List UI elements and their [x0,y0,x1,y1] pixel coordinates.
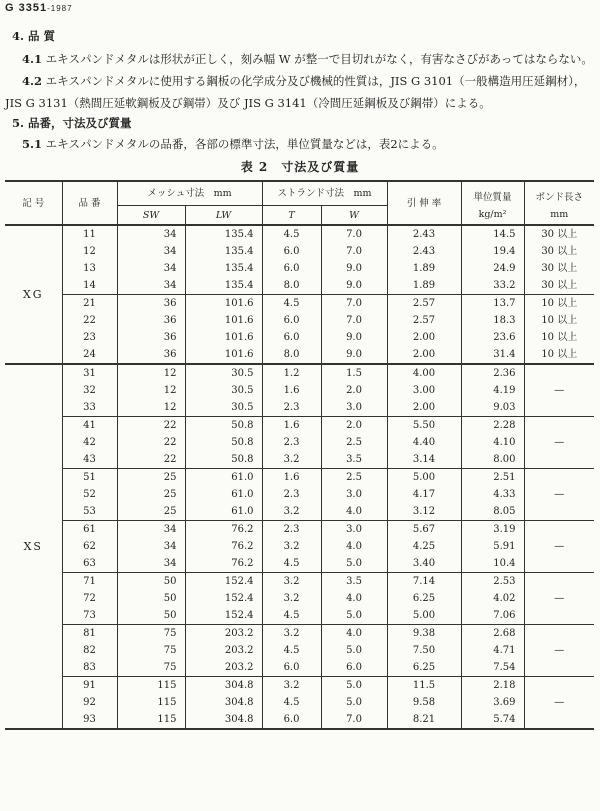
mesh-lw: 61.0 [185,469,262,487]
mesh-sw: 75 [117,659,185,677]
unit-mass: 31.4 [461,346,524,364]
mesh-lw: 152.4 [185,573,262,591]
strand-w: 7.0 [321,225,387,243]
strand-t: 2.3 [262,399,321,417]
clause-4-1-text: エキスパンドメタルは形状が正しく，刻み幅 W が整一で目切れがなく，有害なさびがあってはならない。 [45,52,593,66]
mesh-lw: 135.4 [185,260,262,277]
dimensions-mass-table [5,180,594,730]
mesh-lw: 61.0 [185,503,262,521]
mesh-lw: 61.0 [185,486,262,503]
bond-length-dash: — [524,573,594,625]
strand-w: 2.0 [321,382,387,399]
header-ratio: 引 伸 率 [387,181,461,225]
table-row [5,417,594,435]
table-row [5,625,594,643]
mesh-sw: 12 [117,399,185,417]
table-row [5,503,594,521]
symbol-cell: XG [5,225,62,364]
mesh-lw: 101.6 [185,312,262,329]
elongation-ratio: 4.17 [387,486,461,503]
table-row [5,659,594,677]
mesh-lw: 152.4 [185,607,262,625]
section-4-title: 品 質 [28,29,56,43]
strand-t: 3.2 [262,677,321,695]
item-number: 73 [62,607,117,625]
mesh-sw: 36 [117,312,185,329]
table-row [5,399,594,417]
standard-year: -1987 [47,4,73,13]
elongation-ratio: 3.14 [387,451,461,469]
strand-t: 4.5 [262,607,321,625]
table-row [5,538,594,555]
table-row [5,382,594,399]
header-sw: SW [117,206,185,226]
item-number: 92 [62,694,117,711]
item-number: 51 [62,469,117,487]
elongation-ratio: 3.00 [387,382,461,399]
elongation-ratio: 2.00 [387,346,461,364]
mesh-lw: 135.4 [185,277,262,295]
mesh-sw: 36 [117,346,185,364]
strand-t: 4.5 [262,555,321,573]
table-row [5,607,594,625]
strand-w: 5.0 [321,642,387,659]
page-header [5,2,73,14]
bond-length-dash: — [524,677,594,730]
strand-t: 3.2 [262,590,321,607]
unit-mass: 4.02 [461,590,524,607]
strand-w: 2.5 [321,469,387,487]
header-lw: LW [185,206,262,226]
header-mesh: メッシュ寸法 mm [117,181,262,206]
item-number: 83 [62,659,117,677]
mesh-lw: 304.8 [185,677,262,695]
table-row [5,469,594,487]
item-number: 43 [62,451,117,469]
strand-t: 2.3 [262,486,321,503]
unit-mass: 8.05 [461,503,524,521]
table-row [5,711,594,729]
mesh-sw: 22 [117,417,185,435]
unit-mass: 2.36 [461,364,524,382]
strand-w: 5.0 [321,677,387,695]
mesh-sw: 25 [117,486,185,503]
table-row [5,260,594,277]
strand-t: 2.3 [262,434,321,451]
unit-mass: 7.54 [461,659,524,677]
strand-w: 4.0 [321,590,387,607]
elongation-ratio: 9.58 [387,694,461,711]
strand-w: 4.0 [321,538,387,555]
elongation-ratio: 2.43 [387,243,461,260]
header-number: 品 番 [62,181,117,225]
header-bond: ボンド長さ [524,181,594,206]
table-row [5,312,594,329]
strand-w: 7.0 [321,243,387,260]
strand-t: 6.0 [262,243,321,260]
elongation-ratio: 2.43 [387,225,461,243]
unit-mass: 13.7 [461,295,524,313]
header-mass-unit: kg/m² [461,206,524,226]
mesh-sw: 115 [117,694,185,711]
table-row [5,486,594,503]
table-row [5,225,594,243]
item-number: 14 [62,277,117,295]
table-row [5,451,594,469]
item-number: 52 [62,486,117,503]
mesh-sw: 25 [117,469,185,487]
unit-mass: 9.03 [461,399,524,417]
item-number: 32 [62,382,117,399]
clause-4-2-text-line2: JIS G 3131（熱間圧延軟鋼板及び鋼帯）及び JIS G 3141（冷間圧延鋼板及び鋼帯）による。 [5,96,491,110]
clause-4-2 [22,73,585,89]
mesh-sw: 36 [117,329,185,346]
clause-5-1-text: エキスパンドメタルの品番，各部の標準寸法，単位質量などは，表2による。 [45,137,444,151]
mesh-sw: 34 [117,260,185,277]
mesh-sw: 22 [117,434,185,451]
unit-mass: 14.5 [461,225,524,243]
mesh-sw: 34 [117,538,185,555]
mesh-sw: 12 [117,382,185,399]
mesh-lw: 30.5 [185,364,262,382]
elongation-ratio: 6.25 [387,659,461,677]
unit-mass: 8.00 [461,451,524,469]
mesh-lw: 203.2 [185,642,262,659]
strand-w: 6.0 [321,659,387,677]
mesh-lw: 304.8 [185,694,262,711]
mesh-lw: 101.6 [185,346,262,364]
section-5-heading [12,115,132,131]
unit-mass: 5.91 [461,538,524,555]
strand-t: 8.0 [262,277,321,295]
elongation-ratio: 2.00 [387,399,461,417]
unit-mass: 4.19 [461,382,524,399]
strand-w: 7.0 [321,312,387,329]
elongation-ratio: 2.57 [387,295,461,313]
strand-t: 6.0 [262,312,321,329]
elongation-ratio: 5.00 [387,469,461,487]
item-number: 71 [62,573,117,591]
elongation-ratio: 5.50 [387,417,461,435]
clause-5-1 [22,136,444,152]
item-number: 72 [62,590,117,607]
section-4-heading [12,28,55,44]
item-number: 24 [62,346,117,364]
unit-mass: 10.4 [461,555,524,573]
strand-t: 4.5 [262,295,321,313]
table-row [5,346,594,364]
elongation-ratio: 7.50 [387,642,461,659]
table-row [5,243,594,260]
strand-w: 5.0 [321,555,387,573]
section-4-number: 4. [12,29,25,43]
bond-length: 30 以上 [524,277,594,295]
item-number: 63 [62,555,117,573]
elongation-ratio: 1.89 [387,260,461,277]
strand-t: 4.5 [262,642,321,659]
bond-length-dash: — [524,625,594,677]
mesh-sw: 25 [117,503,185,521]
strand-w: 3.0 [321,486,387,503]
bond-length-dash: — [524,364,594,417]
elongation-ratio: 2.57 [387,312,461,329]
item-number: 13 [62,260,117,277]
bond-length: 30 以上 [524,225,594,243]
clause-4-2-number: 4.2 [22,74,43,88]
elongation-ratio: 8.21 [387,711,461,729]
strand-w: 2.0 [321,417,387,435]
strand-t: 3.2 [262,538,321,555]
header-w: W [321,206,387,226]
header-t: T [262,206,321,226]
strand-t: 3.2 [262,573,321,591]
bond-length: 10 以上 [524,346,594,364]
bond-length: 30 以上 [524,260,594,277]
elongation-ratio: 5.00 [387,607,461,625]
mesh-sw: 12 [117,364,185,382]
table-title: 表 2 寸法及び質量 [240,160,360,174]
header-symbol: 記 号 [22,197,45,209]
mesh-lw: 76.2 [185,555,262,573]
unit-mass: 2.18 [461,677,524,695]
item-number: 31 [62,364,117,382]
strand-w: 2.5 [321,434,387,451]
item-number: 93 [62,711,117,729]
unit-mass: 4.10 [461,434,524,451]
strand-t: 6.0 [262,659,321,677]
bond-length-dash: — [524,469,594,521]
strand-w: 9.0 [321,277,387,295]
strand-t: 4.5 [262,225,321,243]
mesh-lw: 50.8 [185,434,262,451]
mesh-sw: 34 [117,243,185,260]
mesh-sw: 115 [117,711,185,729]
bond-length-dash: — [524,417,594,469]
unit-mass: 2.53 [461,573,524,591]
elongation-ratio: 7.14 [387,573,461,591]
table-row [5,590,594,607]
strand-t: 6.0 [262,711,321,729]
item-number: 11 [62,225,117,243]
mesh-sw: 34 [117,521,185,539]
strand-w: 9.0 [321,346,387,364]
elongation-ratio: 2.00 [387,329,461,346]
header-strand: ストランド寸法 mm [262,181,387,206]
strand-w: 5.0 [321,694,387,711]
table-row [5,364,594,382]
elongation-ratio: 4.25 [387,538,461,555]
bond-length: 10 以上 [524,312,594,329]
mesh-lw: 30.5 [185,382,262,399]
item-number: 22 [62,312,117,329]
strand-w: 3.0 [321,521,387,539]
mesh-lw: 50.8 [185,417,262,435]
item-number: 42 [62,434,117,451]
mesh-sw: 22 [117,451,185,469]
clause-4-1 [22,51,593,67]
standard-code: G 3351 [5,2,48,14]
strand-t: 4.5 [262,694,321,711]
clause-4-2-text-line1: エキスパンドメタルに使用する鋼板の化学成分及び機械的性質は，JIS G 3101（一般構造用圧延鋼材）， [45,74,586,88]
strand-w: 9.0 [321,260,387,277]
mesh-sw: 34 [117,225,185,243]
strand-t: 2.3 [262,521,321,539]
strand-w: 1.5 [321,364,387,382]
strand-t: 6.0 [262,260,321,277]
mesh-lw: 76.2 [185,538,262,555]
item-number: 91 [62,677,117,695]
mesh-sw: 75 [117,642,185,659]
strand-t: 1.6 [262,469,321,487]
mesh-lw: 101.6 [185,329,262,346]
item-number: 61 [62,521,117,539]
table-row [5,521,594,539]
elongation-ratio: 6.25 [387,590,461,607]
mesh-lw: 203.2 [185,659,262,677]
item-number: 82 [62,642,117,659]
mesh-lw: 135.4 [185,225,262,243]
strand-t: 1.2 [262,364,321,382]
unit-mass: 3.19 [461,521,524,539]
mesh-lw: 304.8 [185,711,262,729]
item-number: 12 [62,243,117,260]
table-row [5,555,594,573]
bond-length: 10 以上 [524,295,594,313]
item-number: 21 [62,295,117,313]
elongation-ratio: 1.89 [387,277,461,295]
mesh-lw: 50.8 [185,451,262,469]
mesh-lw: 76.2 [185,521,262,539]
elongation-ratio: 11.5 [387,677,461,695]
bond-length: 10 以上 [524,329,594,346]
strand-t: 6.0 [262,329,321,346]
strand-w: 9.0 [321,329,387,346]
unit-mass: 33.2 [461,277,524,295]
unit-mass: 5.74 [461,711,524,729]
symbol-cell: XS [5,364,62,729]
mesh-sw: 115 [117,677,185,695]
clause-4-1-number: 4.1 [22,52,43,66]
clause-5-1-number: 5.1 [22,137,43,151]
unit-mass: 7.06 [461,607,524,625]
strand-w: 3.5 [321,573,387,591]
mesh-sw: 34 [117,277,185,295]
mesh-lw: 101.6 [185,295,262,313]
unit-mass: 24.9 [461,260,524,277]
strand-t: 3.2 [262,625,321,643]
mesh-lw: 135.4 [185,243,262,260]
table-row [5,277,594,295]
header-mass: 単位質量 [461,181,524,206]
mesh-sw: 34 [117,555,185,573]
strand-w: 3.5 [321,451,387,469]
unit-mass: 4.33 [461,486,524,503]
table-row [5,677,594,695]
mesh-sw: 50 [117,590,185,607]
table-row [5,694,594,711]
strand-w: 7.0 [321,295,387,313]
strand-w: 5.0 [321,607,387,625]
item-number: 33 [62,399,117,417]
strand-w: 7.0 [321,711,387,729]
strand-w: 4.0 [321,625,387,643]
mesh-sw: 50 [117,573,185,591]
unit-mass: 4.71 [461,642,524,659]
section-5-title: 品番，寸法及び質量 [28,116,132,130]
mesh-lw: 30.5 [185,399,262,417]
strand-t: 1.6 [262,417,321,435]
strand-t: 1.6 [262,382,321,399]
strand-t: 8.0 [262,346,321,364]
table-body [5,225,594,729]
unit-mass: 18.3 [461,312,524,329]
elongation-ratio: 3.12 [387,503,461,521]
table-row [5,295,594,313]
elongation-ratio: 5.67 [387,521,461,539]
bond-length-dash: — [524,521,594,573]
item-number: 62 [62,538,117,555]
table-row [5,329,594,346]
mesh-lw: 203.2 [185,625,262,643]
mesh-lw: 152.4 [185,590,262,607]
elongation-ratio: 4.00 [387,364,461,382]
table-row [5,573,594,591]
table-row [5,642,594,659]
bond-length: 30 以上 [524,243,594,260]
unit-mass: 3.69 [461,694,524,711]
mesh-sw: 36 [117,295,185,313]
unit-mass: 2.68 [461,625,524,643]
section-5-number: 5. [12,116,25,130]
table-row [5,434,594,451]
elongation-ratio: 3.40 [387,555,461,573]
item-number: 81 [62,625,117,643]
mesh-sw: 50 [117,607,185,625]
header-bond-unit: mm [524,206,594,226]
strand-t: 3.2 [262,451,321,469]
unit-mass: 2.51 [461,469,524,487]
mesh-sw: 75 [117,625,185,643]
elongation-ratio: 9.38 [387,625,461,643]
unit-mass: 23.6 [461,329,524,346]
strand-w: 3.0 [321,399,387,417]
item-number: 53 [62,503,117,521]
unit-mass: 19.4 [461,243,524,260]
elongation-ratio: 4.40 [387,434,461,451]
strand-w: 4.0 [321,503,387,521]
unit-mass: 2.28 [461,417,524,435]
item-number: 23 [62,329,117,346]
strand-t: 3.2 [262,503,321,521]
item-number: 41 [62,417,117,435]
